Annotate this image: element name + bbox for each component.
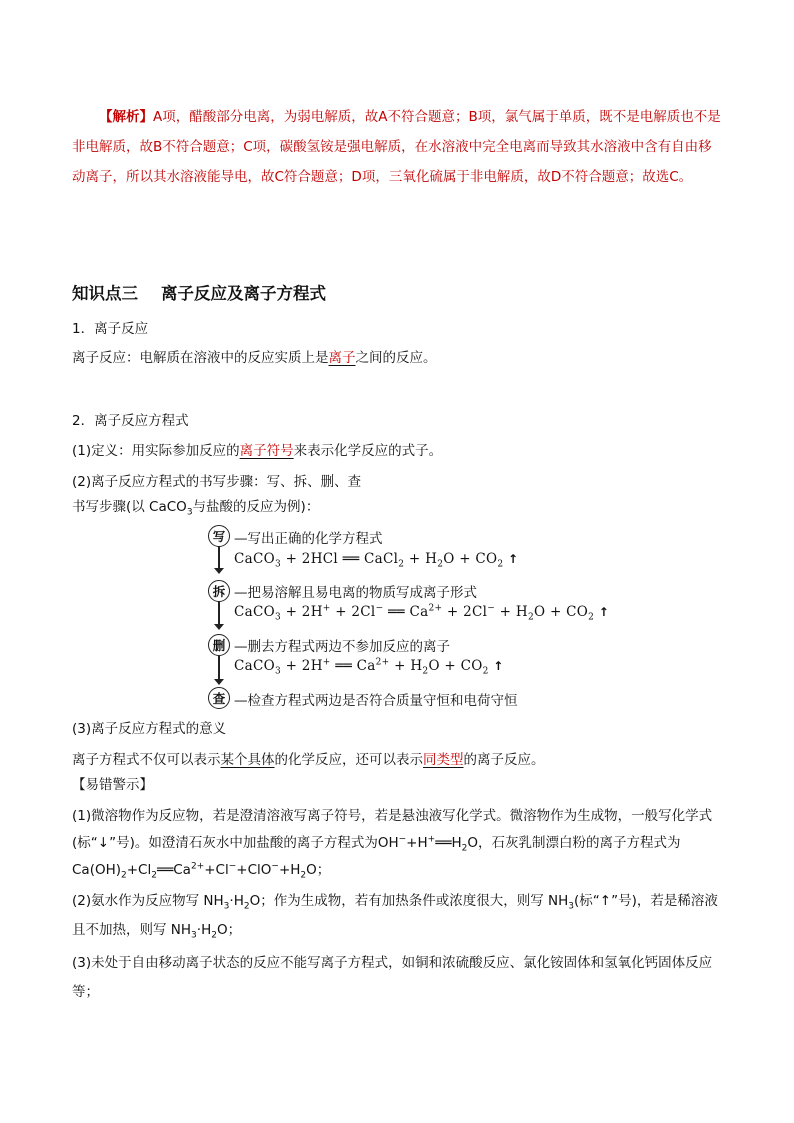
p3-underline-2: 同类型: [423, 752, 464, 768]
p1-body: 离子反应：电解质在溶液中的反应实质上是离子之间的反应。: [72, 350, 437, 366]
step-split-circle: 拆: [208, 580, 230, 602]
p3-underline-1: 某个具体: [220, 752, 275, 768]
p2-definition: (1)定义：用实际参加反应的离子符号来表示化学反应的式子。: [72, 443, 443, 459]
warning-1: (1)微溶物作为反应物，若是澄清溶液写离子符号，若是悬浊液写化学式。微溶物作为生成物，一般写化学式(标“↓”号)。如澄清石灰水中加盐酸的离子方程式为$OH^-+H^+══H_2O$，石灰乳制漂白粉的离子方程式为 $Ca(OH)_2+Cl_2══Ca^{2+}+Cl^-+ClO^-+H_2O$；: [72, 808, 713, 881]
p3-heading: (3)离子反应方程式的意义: [72, 721, 227, 737]
step-delete-circle: 删: [208, 634, 230, 656]
p2-example: 书写步骤(以 CaCO$_3$与盐酸的反应为例)：: [72, 499, 320, 518]
analysis-paragraph: [72, 102, 724, 192]
arrow-down-icon: [214, 624, 224, 630]
warning-2: (2)氨水作为反应物写 $NH_3\cdot H_2O$；作为生成物，若有加热条件或浓度很大，则写 $NH_3$(标“↑”号)，若是稀溶液且不加热，则写 $NH_3\cdot H_2O$；: [72, 893, 718, 941]
step-split-text: —把易溶解且易电离的物质写成离子形式: [234, 585, 477, 601]
warning-3: (3)未处于自由移动离子状态的反应不能写离子方程式，如铜和浓硫酸反应、氯化铵固体和氢氧化钙固体反应等；: [72, 955, 713, 1000]
p3-body: 离子方程式不仅可以表示某个具体的化学反应，还可以表示同类型的离子反应。: [72, 752, 545, 768]
arrow-down-icon: [214, 679, 224, 685]
equation-3: CaCO$_3$ + 2H+ ══ $Ca^{2+} + H_2O + CO_2$ ↑: [234, 657, 504, 677]
arrow-down-icon: [214, 568, 224, 574]
step-write-circle: 写: [208, 525, 230, 547]
equation-1: CaCO$_3$ + 2HCl ══ CaCl$_2$ + $H_2O + CO_2$ ↑: [234, 551, 519, 570]
equation-2: CaCO$_3$ + 2H+ + 2Cl− ══ $Ca^{2+} + 2Cl^- + H_2O + CO_2$ ↑: [234, 603, 610, 623]
writing-steps-diagram: [208, 524, 628, 714]
section-title: 知识点三 离子反应及离子方程式: [72, 284, 326, 303]
step-check-text: —检查方程式两边是否符合质量守恒和电荷守恒: [234, 693, 518, 709]
p1-heading: 1．离子反应: [72, 321, 149, 337]
step-check-circle: 查: [208, 687, 230, 709]
step-delete-text: —删去方程式两边不参加反应的离子: [234, 639, 450, 655]
p2-steps-title: (2)离子反应方程式的书写步骤：写、拆、删、查: [72, 474, 362, 490]
analysis-text: A项，醋酸部分电离，为弱电解质，故A不符合题意；B项，氯气属于单质，既不是电解质也不是非电解质，故B不符合题意；C项，碳酸氢铵是强电解质，在水溶液中完全电离而导致其水溶液中含有自由移动离子，所以其水溶液能导电，故C符合题意；D项，三氧化硫属于非电解质，故D不符合题意；故选C。: [72, 109, 721, 185]
step-write-text: —写出正确的化学方程式: [234, 531, 383, 547]
analysis-tag: 【解析】: [99, 109, 153, 125]
p2-heading: 2．离子反应方程式: [72, 413, 189, 429]
p1-underline: 离子: [328, 350, 356, 366]
warning-title: 【易错警示】: [72, 777, 153, 793]
p2-underline: 离子符号: [239, 443, 294, 459]
